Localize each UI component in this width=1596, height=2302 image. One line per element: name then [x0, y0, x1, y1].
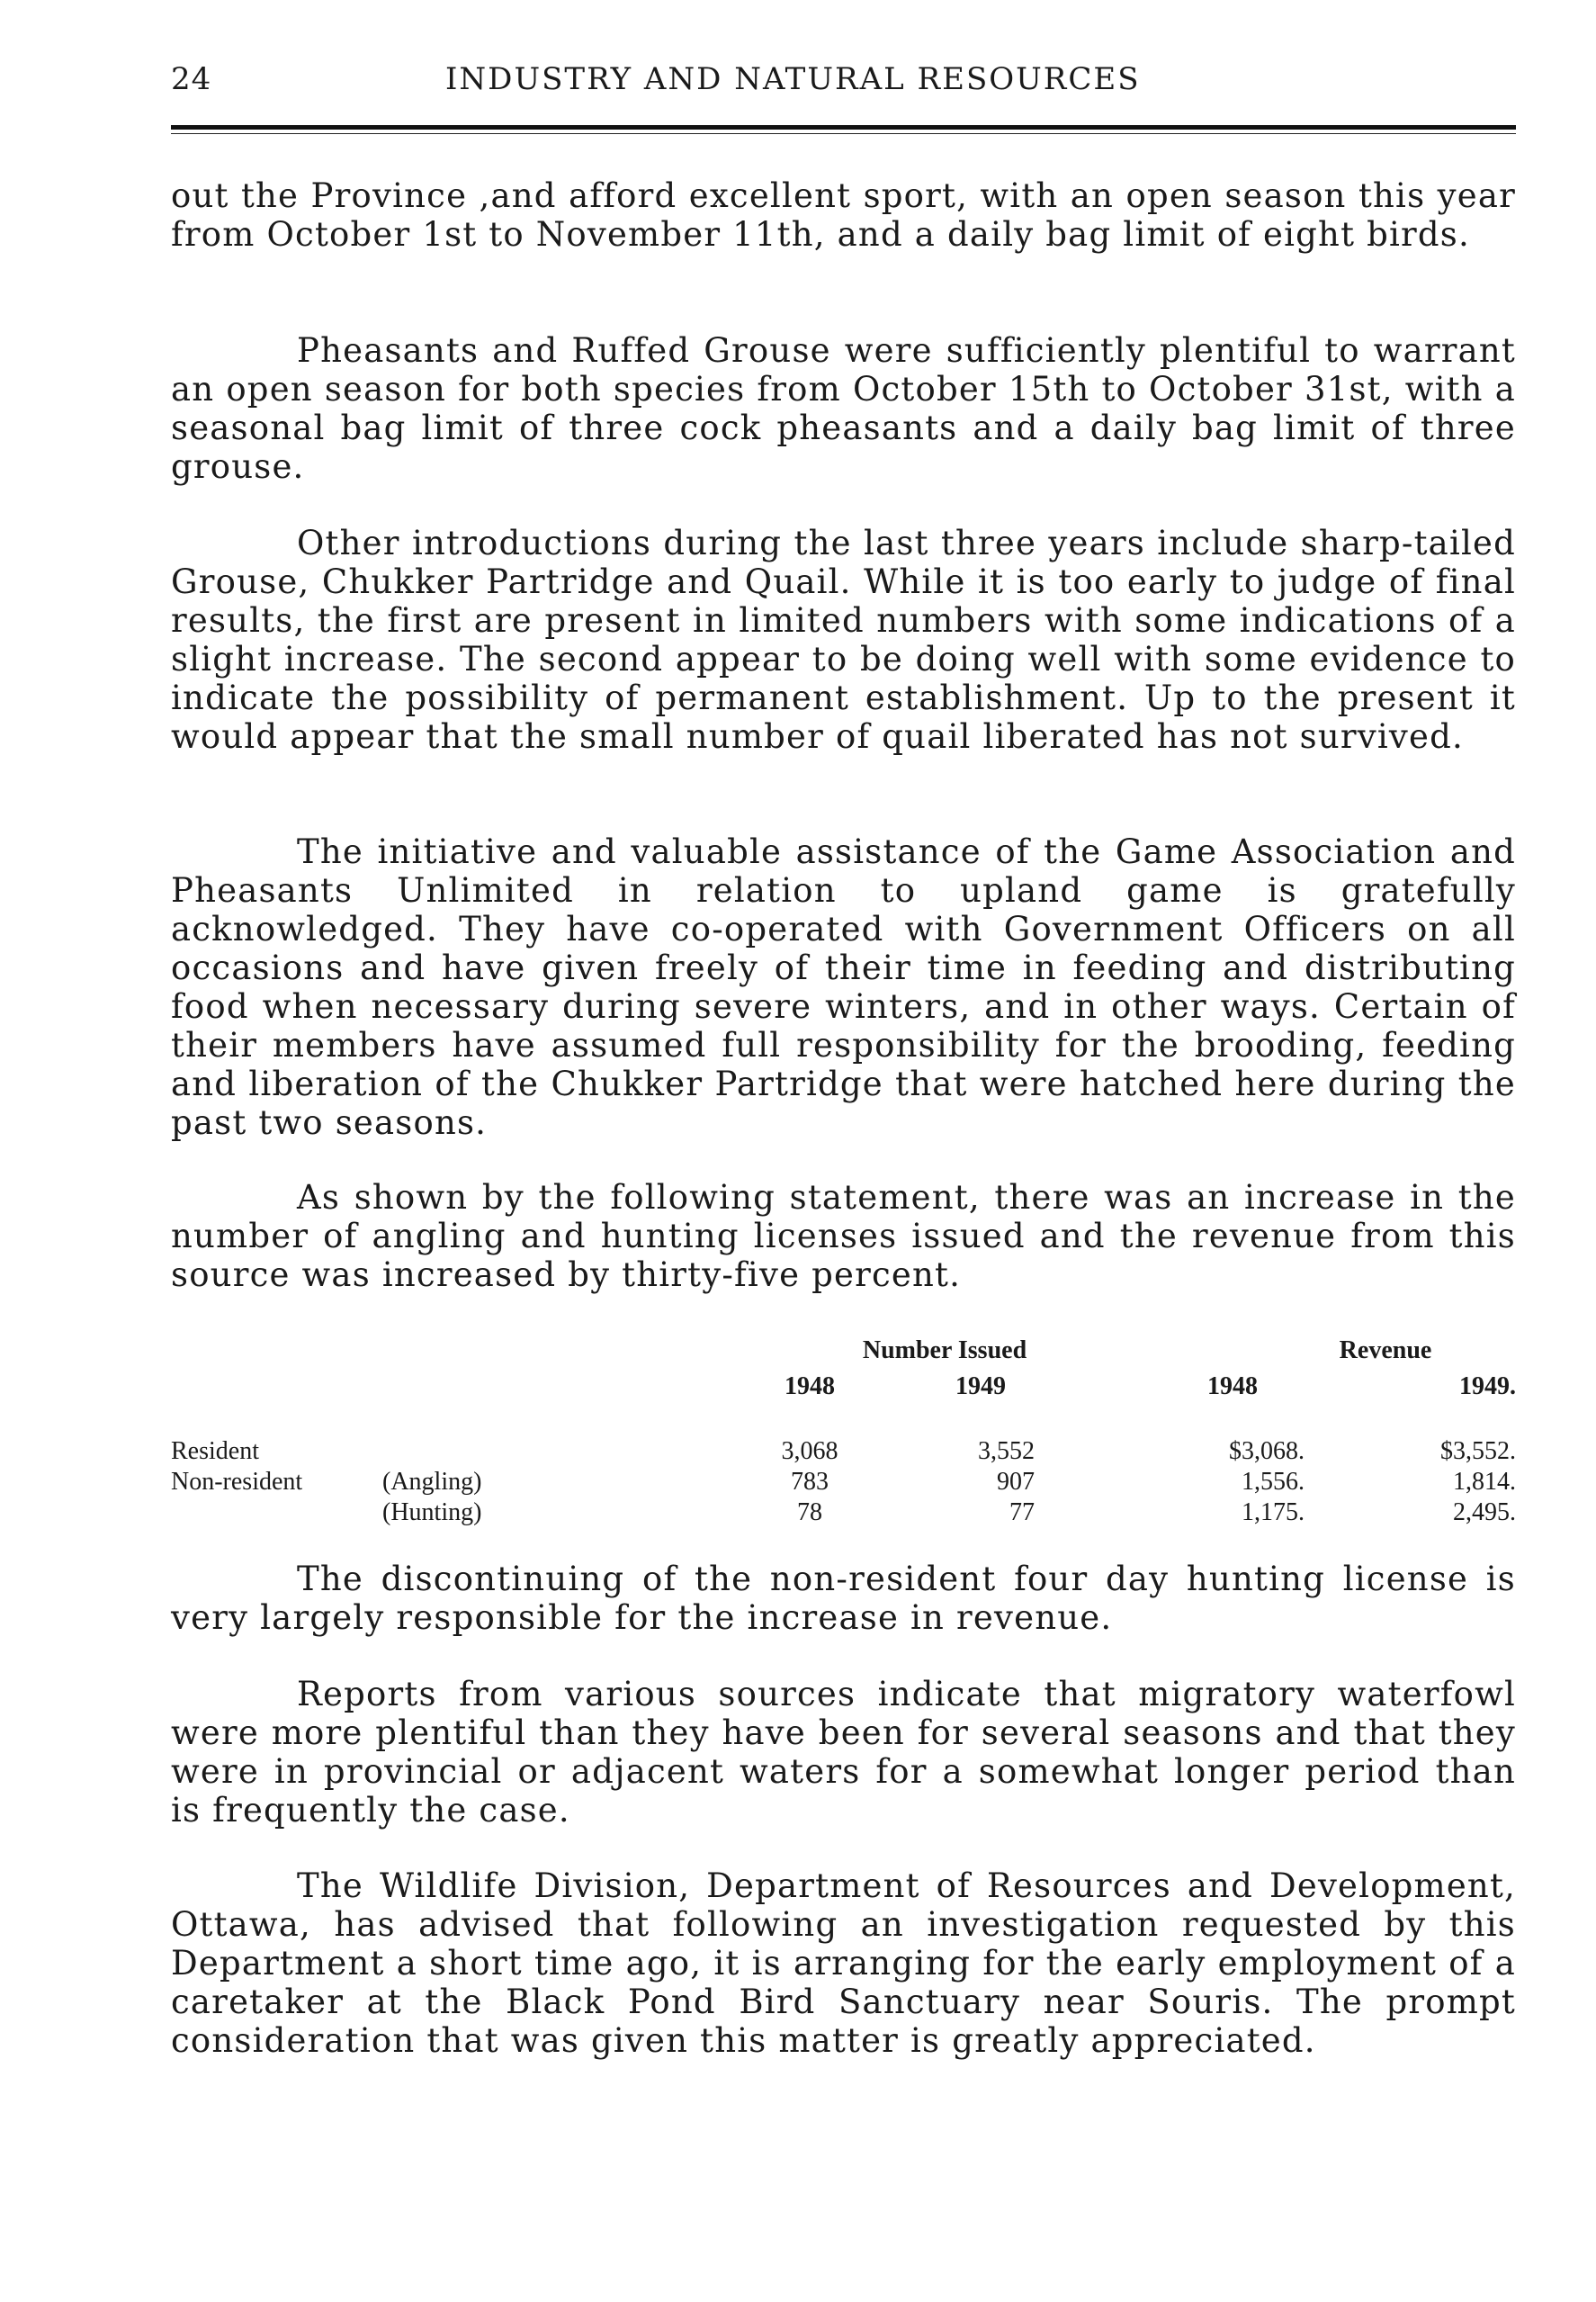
table-cell: 1,175.	[1242, 1498, 1305, 1526]
table-year-header: 1949	[955, 1372, 1006, 1400]
table-cell: 1,814.	[1453, 1468, 1516, 1496]
table-cell: 907	[997, 1468, 1035, 1496]
page-header	[171, 61, 1520, 106]
table-row-sublabel: (Hunting)	[382, 1498, 482, 1526]
table-cell: 3,068	[781, 1437, 838, 1465]
paragraph-discontinuing: The discontinuing of the non-resident four day hunting license is very largely responsible for the increase in revenue.	[171, 1560, 1516, 1637]
table-row-label: Non-resident	[171, 1468, 303, 1496]
table-row-sublabel: (Angling)	[382, 1468, 482, 1496]
table-year-header: 1948	[1207, 1372, 1258, 1400]
table-cell: 77	[1009, 1498, 1035, 1526]
table-cell: 3,552	[978, 1437, 1035, 1465]
table-cell: $3,068.	[1229, 1437, 1305, 1465]
table-row-label: Resident	[171, 1437, 259, 1465]
paragraph-wildlife-division: The Wildlife Division, Department of Resources and Development, Ottawa, has advised that following an investigation requested by this Department a short time ago, it is arranging for the early employment of a caretaker at the Black Pond Bird Sanctuary near Souris. The prompt consideration that was given this matter is greatly appreciated.	[171, 1866, 1516, 2060]
table-cell: 2,495.	[1453, 1498, 1516, 1526]
table-cell: 783	[791, 1468, 829, 1496]
paragraph-game-association: The initiative and valuable assistance of the Game Association and Pheasants Unlimited in relation to upland game is gratefully acknowledged. They have co-operated with Government Officers on all occasions and have given freely of their time in feeding and distributing food when necessary during severe winters, and in other ways. Certain of their members have assumed full responsibility for the brooding, feeding and liberation of the Chukker Partridge that were hatched here during the past two seasons.	[171, 832, 1516, 1142]
paragraph-pheasants: Pheasants and Ruffed Grouse were sufficiently plentiful to warrant an open season for both species from October 15th to October 31st, with a seasonal bag limit of three cock pheasants and a daily bag limit of three grouse.	[171, 331, 1516, 486]
table-group-header-revenue: Revenue	[1339, 1336, 1432, 1364]
paragraph-continuation: out the Province ,and afford excellent sport, with an open season this year from October 1st to November 11th, and a daily bag limit of eight birds.	[171, 176, 1516, 254]
license-table	[171, 1336, 1520, 1534]
paragraph-introductions: Other introductions during the last three years include sharp-tailed Grouse, Chukker Partridge and Quail. While it is too early to judge of final results, the first are present in limited numbers with some indications of a slight increase. The second appear to be doing well with some evidence to indicate the possibility of permanent establishment. Up to the present it would appear that the small number of quail liberated has not survived.	[171, 524, 1516, 756]
page-number: 24	[171, 61, 212, 97]
table-cell: $3,552.	[1440, 1437, 1516, 1465]
table-group-header-number-issued: Number Issued	[862, 1336, 1027, 1364]
header-rule	[171, 125, 1516, 130]
table-year-header: 1949.	[1459, 1372, 1516, 1400]
table-year-header: 1948	[785, 1372, 835, 1400]
paragraph-licenses: As shown by the following statement, there was an increase in the number of angling and hunting licenses issued and the revenue from this source was increased by thirty-five percent.	[171, 1178, 1516, 1294]
table-cell: 78	[797, 1498, 822, 1526]
table-cell: 1,556.	[1242, 1468, 1305, 1496]
running-head: INDUSTRY AND NATURAL RESOURCES	[445, 61, 1141, 97]
header-rule-thin	[171, 133, 1516, 134]
paragraph-waterfowl: Reports from various sources indicate that migratory waterfowl were more plentiful than they have been for several seasons and that they were in provincial or adjacent waters for a somewhat longer period than is frequently the case.	[171, 1675, 1516, 1830]
